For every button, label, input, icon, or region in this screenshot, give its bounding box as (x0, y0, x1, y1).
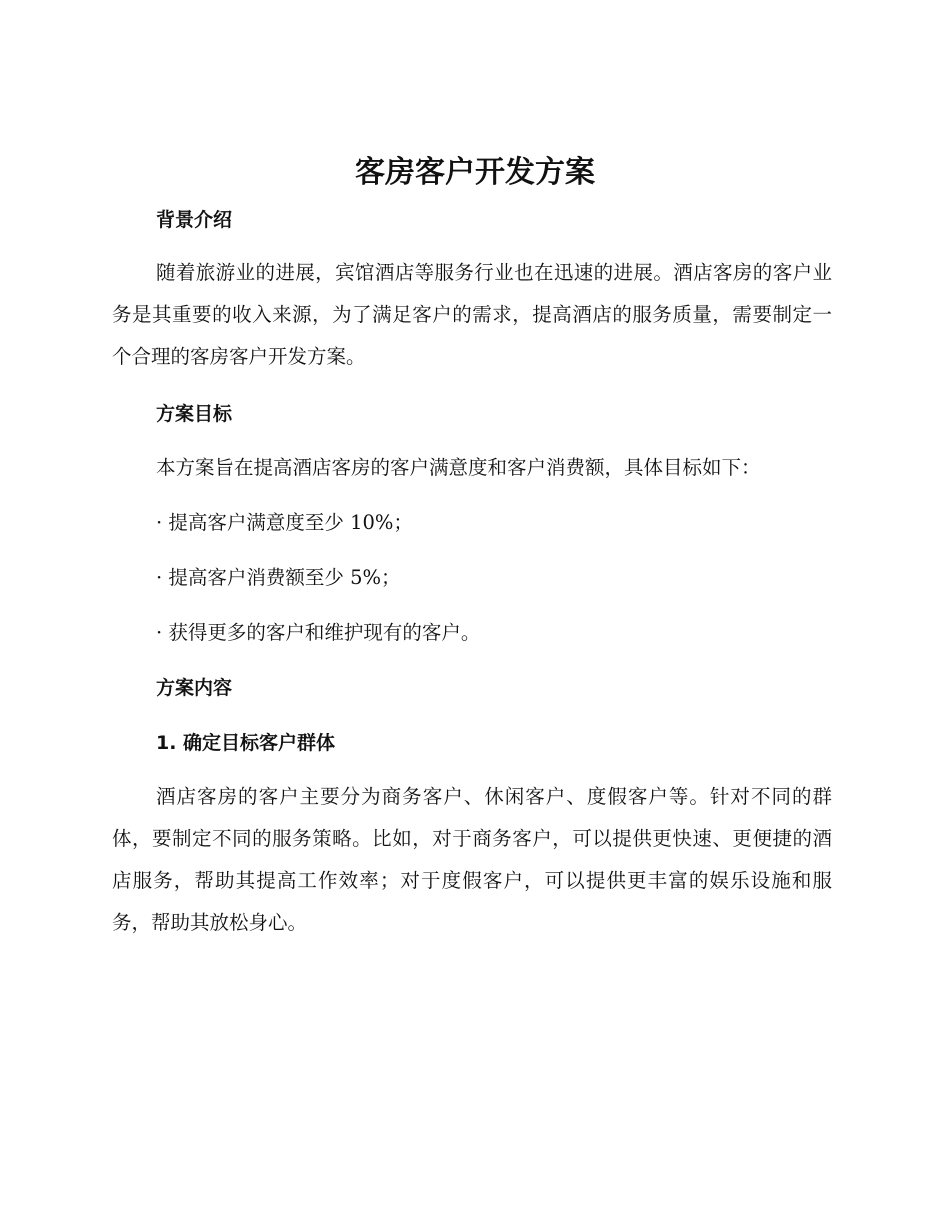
document-title: 客房客户开发方案 (355, 155, 595, 190)
section-heading-content: 方案内容 (156, 677, 233, 699)
section-heading-goals: 方案目标 (156, 403, 233, 425)
background-paragraph: 随着旅游业的进展，宾馆酒店等服务行业也在迅速的进展。酒店客房的客户业务是其重要的收入来源，为了满足客户的需求，提高酒店的服务质量，需要制定一个合理的客房客户开发方案。 (112, 261, 832, 368)
content-paragraph: 酒店客房的客户主要分为商务客户、休闲客户、度假客户等。针对不同的群体，要制定不同的服务策略。比如，对于商务客户，可以提供更快速、更便捷的酒店服务，帮助其提高工作效率；对于度假客户，可以提供更丰富的娱乐设施和服务，帮助其放松身心。 (112, 785, 832, 934)
subsection-heading-target-customers: 1. 确定目标客户群体 (156, 732, 336, 754)
goal-item-3: · 获得更多的客户和维护现有的客户。 (156, 621, 481, 644)
goal-item-1: · 提高客户满意度至少 10%； (156, 511, 413, 534)
goals-intro: 本方案旨在提高酒店客房的客户满意度和客户消费额，具体目标如下： (156, 456, 761, 479)
section-heading-background: 背景介绍 (156, 209, 233, 231)
goal-item-2: · 提高客户消费额至少 5%； (156, 566, 401, 589)
